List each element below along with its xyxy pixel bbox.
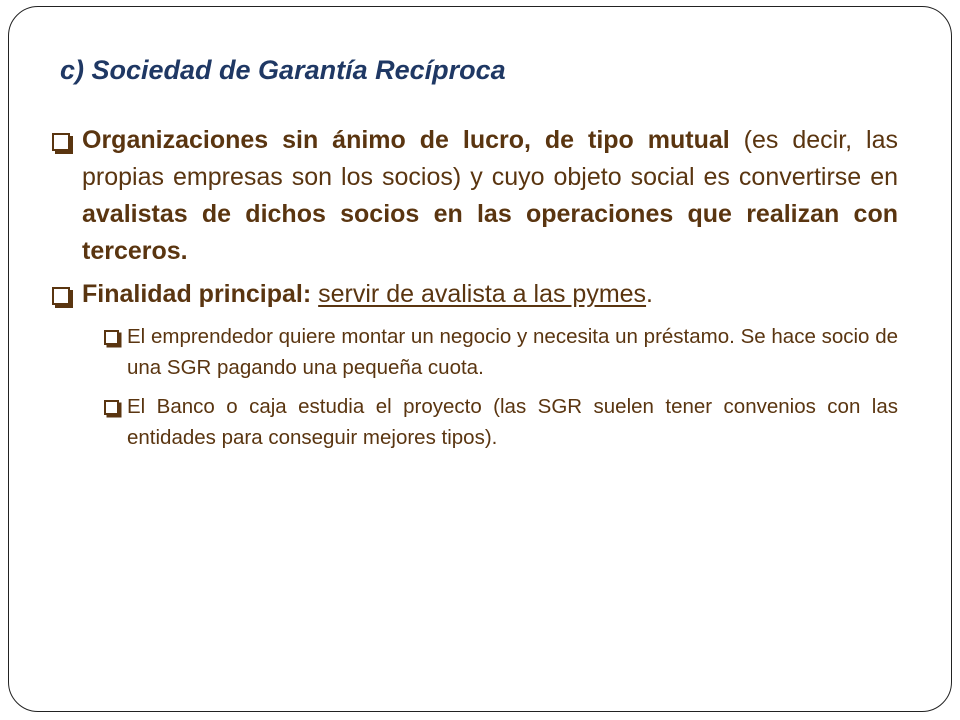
bullet-text <box>82 276 898 313</box>
underlined-text: servir de avalista a las pymes <box>318 280 647 308</box>
bullet-text <box>82 122 898 270</box>
slide-title: c) Sociedad de Garantía Recíproca <box>60 55 506 85</box>
bullet-organizaciones <box>52 122 898 270</box>
sub-bullet-text: El Banco o caja estudia el proyecto (las SGR suelen tener convenios con las entidades para conseguir mejores tipos). <box>127 395 898 449</box>
sub-bullet-emprendedor <box>104 321 898 383</box>
checkbox-bullet-icon <box>104 400 119 415</box>
sub-bullet-banco <box>104 391 898 453</box>
bold-text: avalistas de dichos socios en las operaciones que realizan con terceros. <box>82 200 898 265</box>
slide-content <box>52 122 898 453</box>
checkbox-bullet-icon <box>52 287 70 305</box>
checkbox-bullet-icon <box>52 133 70 151</box>
bold-text: Organizaciones sin ánimo de lucro, de tipo mutual <box>82 126 730 154</box>
sub-bullet-text: El emprendedor quiere montar un negocio y necesita un préstamo. Se hace socio de una SGR pagando una pequeña cuota. <box>127 325 898 379</box>
bold-text: Finalidad principal: <box>82 280 312 308</box>
normal-text: (es decir, las propias empresas son los socios) y cuyo objeto social es convertirse en <box>82 126 898 191</box>
bullet-finalidad <box>52 276 898 313</box>
checkbox-bullet-icon <box>104 330 119 345</box>
normal-text: . <box>646 280 653 308</box>
